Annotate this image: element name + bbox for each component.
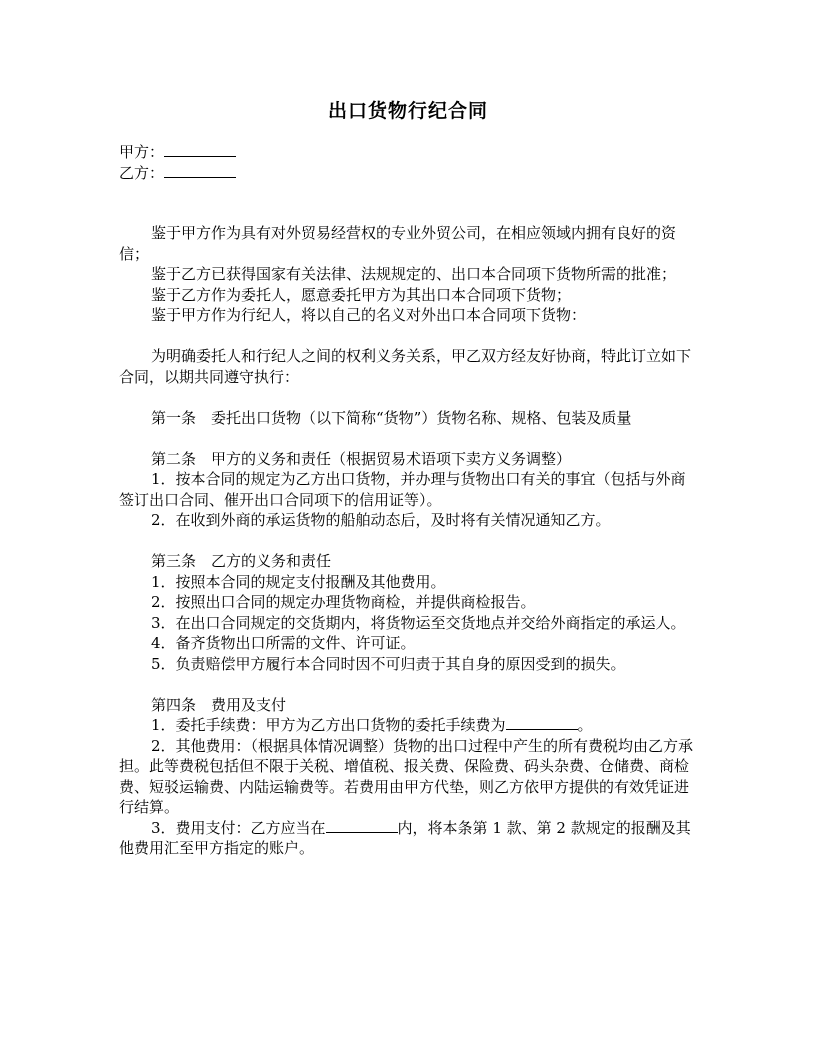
recital-4: 鉴于甲方作为行纪人，将以自己的名义对外出口本合同项下货物： [151, 306, 587, 324]
preamble: 为明确委托人和行纪人之间的权利义务关系，甲乙双方经友好协商，特此订立如下合同，以期共同遵守执行： [119, 347, 692, 386]
party-b-line [119, 163, 697, 184]
document-body [119, 142, 697, 859]
recital-2: 鉴于乙方已获得国家有关法律、法规规定的、出口本合同项下货物所需的批准； [151, 265, 677, 283]
article-4-item-1 [119, 715, 697, 736]
article-3-item-3: 3．在出口合同规定的交货期内，将货物运至交货地点并交给外商指定的承运人。 [151, 613, 686, 632]
article-3-item-1: 1．按照本合同的规定支付报酬及其他费用。 [151, 572, 446, 591]
article-2-title: 第二条 甲方的义务和责任（根据贸易术语项下卖方义务调整） [151, 449, 572, 468]
article-4-title: 第四条 费用及支付 [151, 695, 287, 714]
article-4-item-1-text: 1．委托手续费：甲方为乙方出口货物的委托手续费为 [151, 716, 506, 734]
document-title: 出口货物行纪合同 [327, 100, 488, 122]
article-2-item-2: 2．在收到外商的承运货物的船舶动态后，及时将有关情况通知乙方。 [151, 511, 611, 529]
article-4-item-3-end: 内，将本条第 1 款、第 2 款规定的报酬及其他费用汇至甲方指定的账户。 [119, 818, 691, 857]
party-a-line [119, 142, 697, 163]
article-2-item-1: 1．按本合同的规定为乙方出口货物，并办理与货物出口有关的事宜（包括与外商签订出口合同、催开出口合同项下的信用证等）。 [119, 470, 686, 509]
article-3-item-2: 2．按照出口合同的规定办理货物商检，并提供商检报告。 [151, 593, 536, 611]
party-b-blank [164, 163, 236, 178]
fee-blank [506, 715, 578, 730]
article-1: 第一条 委托出口货物（以下简称“货物”）货物名称、规格、包装及质量 [151, 408, 632, 427]
article-4-item-3-text: 3．费用支付：乙方应当在 [151, 818, 326, 837]
party-a-blank [164, 142, 236, 157]
party-a-label: 甲方： [119, 143, 165, 161]
article-4-item-2: 2．其他费用：（根据具体情况调整）货物的出口过程中产生的所有费税均由乙方承担。此等费税包括但不限于关税、增值税、报关费、保险费、码头杂费、仓储费、商检费、短驳运输费、内陆运输费等。若费用由甲方代垫，则乙方依甲方提供的有效凭证进行结算。 [119, 736, 694, 816]
article-4-item-3 [119, 818, 697, 859]
recital-1: 鉴于甲方作为具有对外贸易经营权的专业外贸公司，在相应领域内拥有良好的资信； [119, 224, 677, 263]
article-3-title: 第三条 乙方的义务和责任 [151, 552, 332, 570]
recital-3: 鉴于乙方作为委托人，愿意委托甲方为其出口本合同项下货物； [151, 285, 572, 304]
article-3-item-4: 4．备齐货物出口所需的文件、许可证。 [151, 634, 416, 652]
article-4-item-1-end: 。 [577, 716, 593, 734]
article-3-item-5: 5．负责赔偿甲方履行本合同时因不可归责于其自身的原因受到的损失。 [151, 654, 626, 673]
party-b-label: 乙方： [119, 163, 165, 182]
payment-period-blank [326, 818, 398, 833]
